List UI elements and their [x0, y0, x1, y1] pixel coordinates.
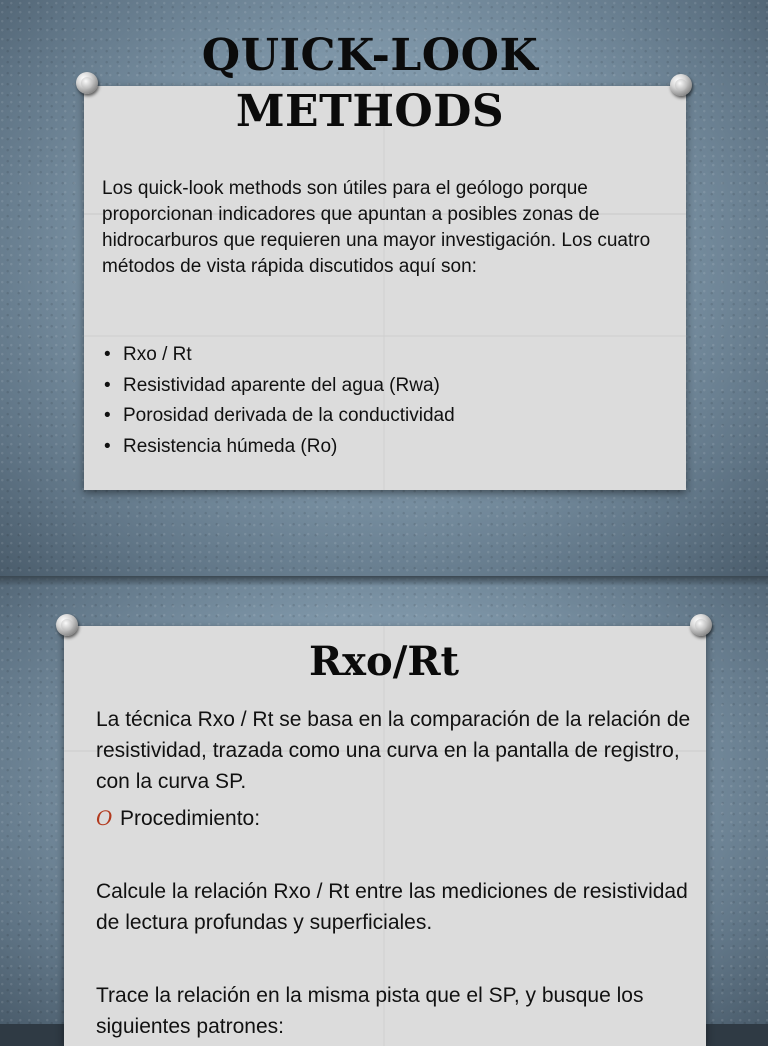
list-item: • Porosidad derivada de la conductividad	[102, 401, 662, 432]
pushpin-icon	[690, 614, 712, 636]
procedure-marker-icon: O	[96, 806, 113, 830]
procedure-heading	[96, 803, 696, 834]
slide-title	[170, 28, 570, 140]
step-paragraph: Trace la relación en la misma pista que el SP, y busque los siguientes patrones:	[96, 984, 644, 1038]
procedure-label: Procedimiento:	[120, 807, 261, 830]
pushpin-icon	[76, 72, 98, 94]
slide-title: Rxo/Rt	[308, 638, 460, 685]
list-item: • Rxo / Rt	[102, 340, 662, 371]
list-item: • Resistencia húmeda (Ro)	[102, 432, 662, 463]
intro-paragraph: Los quick-look methods son útiles para el geólogo porque proporcionan indicadores que apuntan a posibles zonas de hidrocarburos que requieren una mayor investigación. Los cuatro métodos de vista rápida discutidos aquí son:	[102, 178, 651, 277]
slide-rxo-rt	[0, 576, 768, 1038]
list-item: • Resistividad aparente del agua (Rwa)	[102, 371, 662, 402]
pushpin-icon	[670, 74, 692, 96]
step-paragraph: Calcule la relación Rxo / Rt entre las mediciones de resistividad de lectura profundas y superficiales.	[96, 880, 688, 934]
technique-paragraph: La técnica Rxo / Rt se basa en la comparación de la relación de resistividad, trazada como una curva en la pantalla de registro, con la curva SP.	[96, 708, 691, 793]
slide-title-line: METHODS	[235, 86, 505, 137]
methods-list	[102, 340, 662, 462]
slide-title-line: QUICK-LOOK	[201, 30, 539, 81]
pushpin-icon	[56, 614, 78, 636]
